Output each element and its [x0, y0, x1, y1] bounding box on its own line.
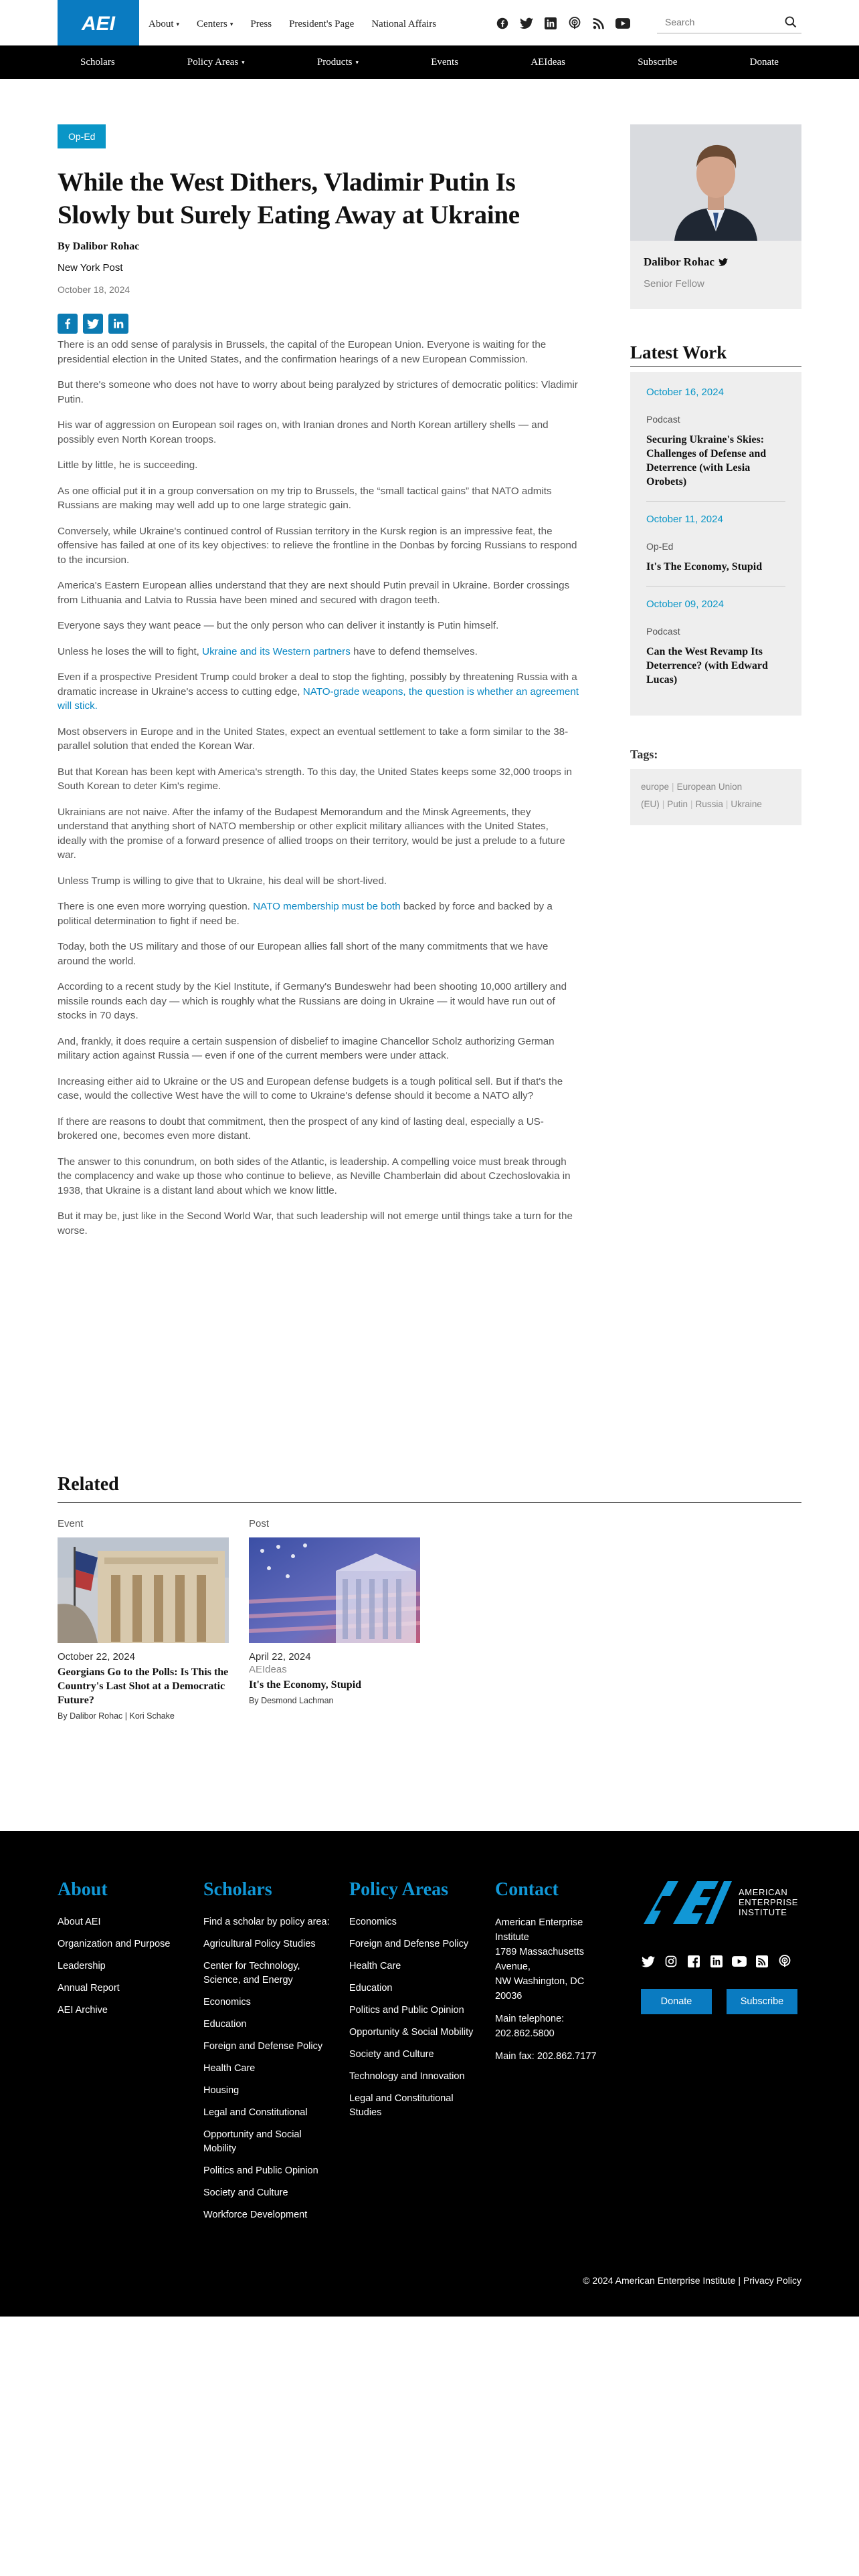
tag-separator: |	[672, 782, 674, 792]
footer-link[interactable]: Leadership	[58, 1961, 106, 1971]
article-publication: New York Post	[58, 262, 123, 274]
footer-link[interactable]: Health Care	[349, 1961, 401, 1971]
article-paragraph: But there's someone who does not have to worry about being paralyzed by strictures of democratic politics: Vladimir Putin.	[58, 379, 578, 405]
latest-work-date: October 11, 2024	[646, 514, 723, 525]
twitter-icon[interactable]	[519, 16, 534, 31]
main-nav-item[interactable]: Donate	[749, 56, 779, 68]
tag-separator: |	[662, 799, 665, 809]
article-paragraph: According to a recent study by the Kiel Institute, if Germany's Bundeswehr had been shooting 10,000 artillery and missile rounds each day — which is roughly what the Russians are doing in Ukraine — it would have run out of stocks in 70 days.	[58, 981, 567, 1021]
article-paragraph: The answer to this conundrum, on both sides of the Atlantic, is leadership. A compelling voice must break through the complacency and wake up those who continue to believe, as Neville Chamberlain did about Czechoslovakia in 1938, that Ukraine is a distant land about which we know little.	[58, 1156, 571, 1196]
share-facebook-button[interactable]	[58, 314, 78, 334]
top-nav-item[interactable]: Press	[250, 19, 272, 29]
article-date: October 18, 2024	[58, 284, 130, 295]
article-title: While the West Dithers, Vladimir Putin Is Slowly but Surely Eating Away at Ukraine	[58, 168, 520, 229]
inline-link[interactable]: NATO-grade weapons, the question is whether an agreement will stick.	[58, 685, 579, 712]
article-paragraph: Unless Trump is willing to give that to Ukraine, his deal will be short-lived.	[58, 875, 387, 887]
related-card[interactable]	[249, 1518, 420, 1705]
main-nav-item[interactable]: Products ▾	[316, 56, 359, 68]
article-paragraph: There is one even more worrying question. NATO membership must be both backed by force and backed by a political determination to fight if need be.	[58, 901, 553, 927]
footer-scholars	[203, 1879, 330, 2230]
related-date: October 22, 2024	[58, 1651, 135, 1662]
tags-list	[630, 769, 801, 825]
footer-link[interactable]: Economics	[203, 1997, 251, 2008]
latest-work-type: Op-Ed	[646, 541, 674, 552]
article-paragraph: And, frankly, it does require a certain suspension of disbelief to imagine Chancellor Scholz authorizing German military action against Russia — even if one of the current members were under attack.	[58, 1035, 555, 1061]
footer-link[interactable]: Foreign and Defense Policy	[203, 2041, 323, 2052]
tag-link[interactable]: European Union (EU)	[641, 782, 743, 809]
tag-link[interactable]: Putin	[667, 799, 688, 809]
footer-aei-logo[interactable]	[641, 1875, 801, 1929]
footer-contact-heading: Contact	[495, 1879, 559, 1900]
rss-icon[interactable]	[591, 16, 606, 31]
footer-address: American Enterprise Institute 1789 Massachusetts Avenue, NW Washington, DC 20036 Main telephone: 202.862.5800 Main fax: 202.862.7177	[495, 1915, 609, 2064]
latest-work-type: Podcast	[646, 414, 680, 425]
footer-about-heading: About	[58, 1879, 108, 1900]
header-social-icons	[495, 16, 630, 31]
facebook-icon[interactable]	[495, 16, 510, 31]
latest-work-date: October 09, 2024	[646, 599, 724, 610]
share-buttons	[58, 314, 579, 334]
linkedin-icon[interactable]	[543, 16, 558, 31]
latest-work-title[interactable]: Can the West Revamp Its Deterrence? (with Edward Lucas)	[646, 646, 768, 685]
footer-link[interactable]: Opportunity & Social Mobility	[349, 2027, 474, 2038]
footer-link[interactable]: Legal and Constitutional Studies	[349, 2093, 454, 2118]
divider	[58, 1502, 801, 1503]
article-body	[58, 338, 579, 1238]
footer-link[interactable]: Society and Culture	[203, 2187, 288, 2198]
facebook-icon[interactable]	[686, 1954, 701, 1969]
footer-link: Find a scholar by policy area:	[203, 1917, 330, 1927]
youtube-icon[interactable]	[732, 1954, 747, 1969]
related-authors[interactable]: Dalibor Rohac | Kori Schake	[70, 1711, 175, 1721]
article-paragraph: Most observers in Europe and in the United States, expect an eventual settlement to take a form similar to the 38-parallel solution that ended the Korean War.	[58, 726, 569, 752]
podcast-icon[interactable]	[567, 16, 582, 31]
related-image[interactable]	[249, 1537, 420, 1643]
privacy-policy-link[interactable]: Privacy Policy	[743, 2275, 801, 2286]
article-paragraph: America's Eastern European allies understand that they are next should Putin prevail in Ukraine. Border crossings from Lithuania and Latvia to Russia have been mined and secured with dragon teeth.	[58, 580, 570, 606]
footer-link[interactable]: Agricultural Policy Studies	[203, 1939, 316, 1949]
related-title[interactable]: It's the Economy, Stupid	[249, 1679, 362, 1691]
latest-work-item[interactable]	[646, 514, 785, 586]
caret-down-icon: ▾	[242, 58, 245, 66]
related-heading: Related	[58, 1474, 119, 1495]
article-paragraph: Little by little, he is succeeding.	[58, 459, 198, 471]
rss-icon[interactable]	[755, 1954, 769, 1969]
article-paragraph: As one official put it in a group conversation on my trip to Brussels, the “small tactical gains” that NATO admits Russians are making may well add up to one large strategic gain.	[58, 485, 552, 511]
article-paragraph: If there are reasons to doubt that commitment, then the prospect of any kind of lasting deal, especially a US-brokered one, becomes even more distant.	[58, 1115, 544, 1142]
footer-link[interactable]: AEI Archive	[58, 2005, 108, 2016]
content-type-badge[interactable]: Op-Ed	[58, 124, 106, 148]
aei-logo-icon	[70, 9, 126, 36]
article-paragraph: There is an odd sense of paralysis in Brussels, the capital of the European Union. Everyone is waiting for the presidential election in the United States, and the confirmation hearings of a new European Commission.	[58, 339, 547, 365]
footer-link[interactable]: Annual Report	[58, 1983, 120, 1994]
latest-work-heading: Latest Work	[630, 342, 727, 362]
footer	[0, 1831, 859, 2317]
footer-link[interactable]: Center for Technology, Science, and Energy	[203, 1961, 300, 1985]
author-photo	[630, 124, 801, 241]
top-nav	[149, 19, 436, 30]
footer-link[interactable]: Politics and Public Opinion	[349, 2005, 464, 2016]
top-nav-item[interactable]: National Affairs	[371, 19, 437, 29]
footer-about	[58, 1879, 170, 2026]
related-type: Event	[58, 1518, 84, 1529]
latest-work-item[interactable]	[646, 387, 785, 502]
footer-link[interactable]: Health Care	[203, 2063, 256, 2074]
related-byline: By Desmond Lachman	[249, 1696, 334, 1705]
main-nav-item[interactable]: AEIdeas	[531, 56, 565, 68]
caret-down-icon: ▾	[229, 21, 233, 27]
caret-down-icon: ▾	[355, 58, 359, 66]
footer-contact	[495, 1879, 609, 2064]
related-authors[interactable]: Desmond Lachman	[261, 1696, 334, 1705]
article-paragraph: His war of aggression on European soil rages on, with Iranian drones and North Korean artillery shells — and possibly even North Korean troops.	[58, 419, 549, 445]
twitter-icon	[87, 319, 99, 329]
search-input[interactable]	[657, 12, 777, 32]
footer-policy-heading: Policy Areas	[349, 1879, 449, 1900]
latest-work-type: Podcast	[646, 626, 680, 637]
inline-link[interactable]: NATO membership must be both	[253, 901, 401, 912]
related-title[interactable]: Georgians Go to the Polls: Is This the Country's Last Shot at a Democratic Future?	[58, 1667, 229, 1706]
main-nav-item[interactable]: Events	[431, 56, 459, 68]
article-paragraph: Everyone says they want peace — but the only person who can deliver it instantly is Putin himself.	[58, 620, 499, 631]
tag-link[interactable]: Ukraine	[731, 799, 762, 809]
facebook-icon	[62, 318, 73, 329]
footer-link[interactable]: Society and Culture	[349, 2049, 434, 2060]
related-card[interactable]	[58, 1518, 229, 1721]
footer-link[interactable]: About AEI	[58, 1917, 101, 1927]
latest-work-title[interactable]: Securing Ukraine's Skies: Challenges of Defense and Deterrence (with Lesia Orobets)	[646, 434, 767, 488]
latest-work-title[interactable]: It's The Economy, Stupid	[646, 561, 763, 572]
article-paragraph: Ukrainians are not naive. After the infamy of the Budapest Memorandum and the Minsk Agreements, they understand that anything short of NATO membership or other explicit military alliances with the United States, ideally with the promise of a forward presence of allied troops on their territory, would be just a prelude to a future war.	[58, 806, 565, 861]
aei-logo-icon	[641, 1877, 732, 1927]
tags-heading: Tags:	[630, 748, 658, 761]
linkedin-icon	[113, 318, 124, 329]
main-nav-item[interactable]: Scholars	[80, 56, 115, 68]
footer-link[interactable]: Housing	[203, 2085, 240, 2096]
twitter-icon[interactable]	[641, 1954, 656, 1969]
top-nav-item[interactable]: Centers ▾	[197, 19, 233, 29]
divider	[630, 366, 801, 367]
footer-fax: Main fax: 202.862.7177	[495, 2051, 597, 2062]
article	[58, 124, 579, 1238]
footer-copyright: © 2024 American Enterprise Institute | Privacy Policy	[583, 2275, 801, 2286]
footer-link[interactable]: Opportunity and Social Mobility	[203, 2129, 302, 2154]
latest-work-item[interactable]	[646, 599, 785, 699]
caret-down-icon: ▾	[176, 21, 180, 27]
share-twitter-button[interactable]	[83, 314, 103, 334]
article-paragraph: Unless he loses the will to fight, Ukraine and its Western partners have to defend themselves.	[58, 645, 478, 657]
latest-work-list	[630, 372, 801, 716]
author-name[interactable]: Dalibor Rohac	[644, 255, 728, 269]
main-nav	[0, 45, 859, 79]
donate-button[interactable]: Donate	[641, 1989, 712, 2014]
top-header	[0, 0, 859, 45]
article-byline[interactable]: By Dalibor Rohac	[58, 241, 140, 252]
footer-link[interactable]: Education	[349, 1983, 393, 1994]
footer-link[interactable]: Education	[203, 2019, 247, 2030]
article-paragraph: Increasing either aid to Ukraine or the US and European defense budgets is a tough political sell. But if that's the case, would the collective West have the will to come to Ukraine's defense should it become a NATO ally?	[58, 1075, 563, 1101]
footer-policy-areas	[349, 1879, 476, 2128]
footer-scholars-heading: Scholars	[203, 1879, 272, 1900]
article-paragraph: But it may be, just like in the Second World War, that such leadership will not emerge until things take a turn for the worse.	[58, 1210, 573, 1237]
author-role: Senior Fellow	[644, 278, 704, 290]
related-type: Post	[249, 1518, 270, 1529]
tag-separator: |	[690, 799, 693, 809]
podcast-icon[interactable]	[777, 1954, 792, 1969]
footer-link[interactable]: Politics and Public Opinion	[203, 2165, 318, 2176]
article-paragraph: Conversely, while Ukraine's continued control of Russian territory in the Kursk region is an impressive feat, the offensive has failed at one of its key objectives: to relieve the frontline in the Donbas by forcing Russians to respond to the incursion.	[58, 525, 577, 566]
subscribe-button[interactable]: Subscribe	[727, 1989, 797, 2014]
footer-link[interactable]: Foreign and Defense Policy	[349, 1939, 469, 1949]
footer-link[interactable]: Workforce Development	[203, 2210, 308, 2220]
twitter-icon[interactable]	[719, 258, 728, 266]
related-source[interactable]: AEIdeas	[249, 1664, 287, 1675]
main-nav-item[interactable]: Subscribe	[638, 56, 678, 68]
article-paragraph: Even if a prospective President Trump could broker a deal to stop the fighting, possibly by threatening Russia with a dramatic increase in Ukraine's access to cutting edge, NATO-grade weapons, the question is whether an agreement will stick.	[58, 671, 579, 712]
footer-link[interactable]: Economics	[349, 1917, 397, 1927]
article-paragraph: Today, both the US military and those of our European allies fall short of the many commitments that we have around the world.	[58, 941, 549, 967]
top-nav-item[interactable]: About ▾	[149, 19, 180, 29]
tag-link[interactable]: Russia	[695, 799, 723, 809]
tag-separator: |	[725, 799, 729, 809]
footer-social-icons	[641, 1954, 792, 1969]
aei-logo[interactable]	[58, 0, 139, 45]
footer-logo-text: AMERICAN ENTERPRISE INSTITUTE	[739, 1887, 799, 1917]
linkedin-icon[interactable]	[709, 1954, 724, 1969]
footer-buttons	[641, 1989, 797, 2014]
footer-link[interactable]: Organization and Purpose	[58, 1939, 171, 1949]
author-card[interactable]	[630, 124, 801, 309]
article-paragraph: But that Korean has been kept with America's strength. To this day, the United States keeps some 32,000 troops in South Korean to deter Kim's regime.	[58, 766, 572, 792]
svg-text:AEI: AEI	[81, 13, 116, 35]
search-box	[657, 12, 801, 33]
main-nav-item[interactable]: Policy Areas ▾	[187, 56, 245, 68]
footer-link[interactable]: Legal and Constitutional	[203, 2107, 308, 2118]
related-byline: By Dalibor Rohac | Kori Schake	[58, 1711, 175, 1721]
footer-phone[interactable]: Main telephone: 202.862.5800	[495, 2014, 565, 2039]
latest-work-date: October 16, 2024	[646, 387, 724, 398]
instagram-icon[interactable]	[664, 1954, 678, 1969]
related-date: April 22, 2024	[249, 1651, 311, 1662]
related-image[interactable]	[58, 1537, 229, 1643]
top-nav-item[interactable]: President's Page	[289, 19, 355, 29]
youtube-icon[interactable]	[615, 16, 630, 31]
share-linkedin-button[interactable]	[108, 314, 128, 334]
footer-link[interactable]: Technology and Innovation	[349, 2071, 465, 2082]
inline-link[interactable]: Ukraine and its Western partners	[202, 645, 351, 657]
tag-link[interactable]: europe	[641, 782, 670, 792]
search-icon[interactable]	[784, 15, 797, 29]
